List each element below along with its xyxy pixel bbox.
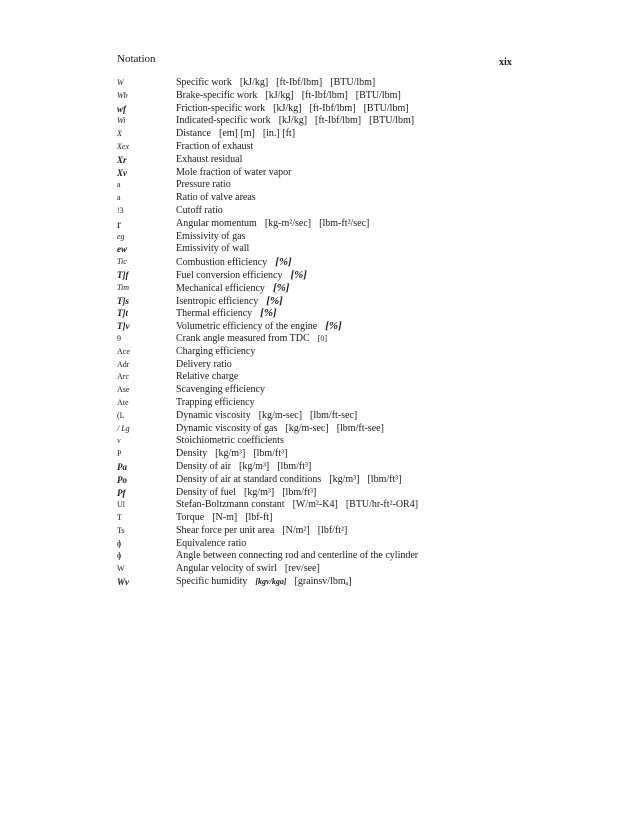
notation-symbol: T]f	[117, 269, 129, 280]
notation-symbol: Ul	[117, 500, 125, 510]
notation-row	[0, 179, 638, 192]
notation-unit: [lbm/ft³]	[367, 473, 402, 485]
notation-unit: [ft-Ibf/lbm]	[309, 102, 356, 114]
notation-description: Friction-specific work	[176, 102, 266, 114]
notation-description: Charging efficiency	[176, 345, 256, 357]
notation-unit: [kg/m³]	[215, 448, 246, 460]
notation-unit: [kJ/kg]	[278, 115, 308, 127]
notation-description-cell	[176, 90, 401, 103]
notation-description: Density of air	[176, 460, 231, 472]
notation-row	[0, 333, 638, 346]
notation-description-cell	[176, 346, 255, 359]
notation-unit: [%]	[275, 256, 292, 269]
notation-row	[0, 231, 638, 244]
notation-unit: [lbm/ft³]	[277, 460, 312, 472]
notation-description: Dynamic viscosity	[176, 409, 251, 421]
notation-unit: [N/m²]	[282, 524, 310, 536]
notation-description: Angular velocity of swirl	[176, 563, 277, 575]
notation-row	[0, 576, 638, 589]
notation-description: Pressure ratio	[176, 179, 231, 191]
notation-row	[0, 487, 638, 500]
notation-description-cell	[176, 448, 287, 461]
notation-description-cell	[176, 77, 375, 90]
notation-symbol: a	[117, 180, 121, 190]
notation-symbol: T	[117, 513, 122, 523]
notation-symbol: r	[117, 216, 121, 231]
notation-symbol: Tic	[117, 257, 127, 267]
notation-symbol: ɸ	[117, 538, 122, 548]
notation-row	[0, 192, 638, 205]
notation-symbol: T]t	[117, 308, 128, 319]
notation-description-cell	[176, 141, 253, 154]
notation-row	[0, 243, 638, 256]
notation-symbol: Wi	[117, 116, 126, 126]
notation-description: Stoichiometric coefficients	[176, 435, 284, 447]
notation-description: Density of fuel	[176, 486, 236, 498]
notation-row	[0, 90, 638, 103]
notation-symbol: Xv	[117, 167, 127, 178]
notation-description: Density	[176, 448, 208, 460]
notation-row	[0, 512, 638, 525]
notation-description-cell	[176, 154, 242, 167]
notation-unit: [lbm-ft²/sec]	[319, 217, 370, 229]
notation-row	[0, 128, 638, 141]
notation-description-cell	[176, 397, 255, 410]
notation-unit: [%]	[266, 294, 283, 307]
notation-unit: [kg/m³]	[239, 460, 270, 472]
notation-row	[0, 295, 638, 308]
notation-description-cell	[176, 295, 283, 309]
notation-description: Delivery ratio	[176, 358, 232, 370]
notation-row	[0, 307, 638, 320]
notation-description: Stefan-Boltzmann constant	[176, 499, 285, 511]
notation-row	[0, 448, 638, 461]
notation-row	[0, 461, 638, 474]
notation-description: Angular momentum	[176, 217, 257, 229]
notation-unit: [lbm/ft³]	[253, 448, 288, 460]
notation-description-cell	[176, 218, 369, 231]
notation-row	[0, 346, 638, 359]
notation-symbol: Xex	[117, 141, 129, 151]
notation-unit: [kg/m³]	[244, 486, 275, 498]
notation-unit: [BTU/lbm]	[355, 89, 401, 101]
notation-row	[0, 269, 638, 282]
notation-unit: [lbm/ft-see]	[336, 422, 384, 434]
notation-symbol: W	[117, 564, 125, 574]
notation-description: Cutoff ratio	[176, 204, 223, 216]
notation-row	[0, 167, 638, 180]
notation-unit: [ft-Ibf/lbm]	[276, 77, 323, 88]
notation-description: Ratio of valve areas	[176, 192, 256, 204]
notation-description: Thermal efficiency	[176, 308, 253, 320]
notation-symbol: ew	[117, 244, 127, 255]
notation-description-cell	[176, 576, 352, 589]
notation-description-cell	[176, 538, 246, 551]
notation-description-cell	[176, 103, 409, 116]
notation-symbol: v	[117, 436, 121, 446]
notation-symbol: Arc	[117, 372, 129, 382]
notation-description: Specific humidity	[176, 576, 248, 588]
notation-description: Indicated-specific work	[176, 115, 271, 127]
notation-row	[0, 256, 638, 269]
notation-description-cell	[176, 333, 327, 346]
notation-symbol: 9	[117, 333, 121, 343]
notation-description: Dynamic viscosity of gas	[176, 422, 278, 434]
notation-description-cell	[176, 256, 292, 270]
notation-unit: [BTU/lbm]	[369, 115, 415, 127]
notation-symbol: X	[117, 129, 122, 139]
notation-row	[0, 474, 638, 487]
notation-description-cell	[176, 320, 342, 334]
notation-description: Fraction of exhaust	[176, 140, 254, 152]
notation-unit: [%]	[260, 307, 277, 320]
notation-symbol: Ts	[117, 525, 125, 535]
notation-symbol: (L	[117, 410, 125, 420]
notation-symbol: Xr	[117, 154, 127, 165]
notation-description-cell	[176, 269, 307, 283]
notation-description: Density of air at standard conditions	[176, 473, 322, 485]
notation-list	[0, 77, 638, 589]
notation-symbol: T]v	[117, 321, 130, 332]
notation-unit: [rev/see]	[284, 563, 320, 575]
notation-unit: [kJ/kg]	[265, 89, 294, 101]
notation-unit: [N-m]	[212, 512, 238, 524]
notation-description-cell	[176, 512, 272, 525]
notation-description-cell	[176, 563, 320, 576]
notation-description-cell	[176, 487, 316, 500]
notation-description-cell	[176, 384, 265, 397]
notation-description: Emissivity of wall	[176, 243, 250, 255]
notation-description: Exhaust residual	[176, 153, 243, 165]
notation-unit: [%]	[325, 320, 342, 333]
notation-description: Emissivity of gas	[176, 230, 246, 242]
notation-unit: [kg/m-sec]	[258, 409, 303, 421]
notation-description: Relative charge	[176, 371, 239, 383]
notation-description-cell	[176, 461, 311, 474]
notation-symbol: !3	[117, 205, 124, 215]
notation-description-cell	[176, 435, 284, 448]
notation-unit: [BTU/hr-ft²-OR4]	[345, 499, 419, 511]
notation-symbol: ɸ	[117, 551, 122, 561]
notation-row	[0, 359, 638, 372]
notation-description: Shear force per unit area	[176, 524, 275, 536]
notation-description-cell	[176, 128, 295, 141]
notation-symbol: Po	[117, 474, 127, 485]
notation-symbol: wf	[117, 103, 126, 114]
notation-row	[0, 550, 638, 563]
notation-description: Scavenging efficiency	[176, 384, 265, 396]
notation-unit: [kg/m-sec]	[285, 422, 329, 434]
notation-unit: [kgv/kga]	[255, 577, 287, 587]
notation-row	[0, 525, 638, 538]
notation-unit: [grainsv/lbmₐ]	[294, 576, 352, 588]
notation-unit: [ft-Ibf/lbm]	[301, 89, 348, 101]
notation-description-cell	[176, 410, 357, 423]
notation-description: Mole fraction of water vapor	[176, 166, 292, 178]
notation-row	[0, 384, 638, 397]
notation-row	[0, 103, 638, 116]
notation-row	[0, 205, 638, 218]
notation-description-cell	[176, 205, 223, 218]
notation-unit: [W/m²-K4]	[292, 499, 338, 511]
notation-symbol: eg	[117, 231, 125, 241]
notation-row	[0, 423, 638, 436]
notation-symbol: Wb	[117, 90, 128, 100]
notation-description-cell	[176, 115, 414, 128]
notation-symbol: Adr	[117, 359, 130, 369]
notation-description-cell	[176, 282, 289, 296]
notation-row	[0, 499, 638, 512]
notation-description: Brake-specific work	[176, 89, 258, 101]
notation-row	[0, 538, 638, 551]
notation-description-cell	[176, 499, 418, 512]
notation-description-cell	[176, 231, 245, 244]
notation-row	[0, 320, 638, 333]
notation-description: Fuel conversion efficiency	[176, 269, 283, 281]
notation-description: Combustion efficiency	[176, 257, 268, 269]
notation-symbol: Ace	[117, 346, 130, 356]
notation-symbol: W	[117, 78, 124, 87]
notation-description-cell	[176, 307, 277, 321]
notation-unit: [%]	[290, 268, 307, 281]
notation-unit: [kJ/kg]	[273, 102, 302, 114]
notation-description: Crank angle measured from TDC	[176, 332, 310, 344]
notation-description: Trapping efficiency	[176, 396, 255, 408]
notation-symbol: Pf	[117, 487, 126, 498]
notation-description-cell	[176, 550, 418, 563]
notation-unit: [kg/m³]	[329, 473, 360, 485]
notation-row	[0, 563, 638, 576]
notation-symbol: Ate	[117, 397, 129, 407]
notation-row	[0, 141, 638, 154]
notation-description: Volumetric efficiency of the engine	[176, 321, 318, 333]
notation-unit: [BTU/lbm]	[330, 77, 376, 88]
notation-unit: [lbf-ft]	[245, 512, 273, 524]
notation-unit: [kg-m²/sec]	[264, 217, 312, 229]
notation-description-cell	[176, 371, 238, 384]
notation-description: Distance	[176, 128, 211, 140]
notation-symbol: Wv	[117, 577, 129, 588]
notation-row	[0, 154, 638, 167]
notation-unit: [lbm/ft-sec]	[310, 409, 358, 421]
notation-unit: [lbm/ft³]	[282, 486, 317, 498]
notation-description-cell	[176, 179, 231, 192]
notation-description-cell	[176, 423, 384, 436]
notation-unit: [0]	[317, 333, 327, 343]
notation-description-cell	[176, 167, 292, 180]
notation-description-cell	[176, 474, 402, 487]
notation-description: Angle between connecting rod and centerline of the cylinder	[176, 550, 419, 562]
notation-symbol: P	[117, 449, 122, 459]
notation-description: Mechanical efficiency	[176, 282, 265, 294]
notation-unit: [ft-Ibf/lbm]	[315, 115, 362, 127]
notation-row	[0, 218, 638, 231]
notation-symbol: a	[117, 193, 121, 203]
notation-unit: [%]	[272, 281, 290, 294]
notation-description-cell	[176, 243, 249, 256]
notation-description-cell	[176, 192, 256, 205]
notation-symbol: Ase	[117, 385, 130, 395]
notation-row	[0, 115, 638, 128]
notation-unit: [kJ/kg]	[239, 77, 269, 88]
notation-description-cell	[176, 525, 347, 538]
page-header-title: Notation	[117, 53, 156, 65]
notation-unit: [lbf/ft²]	[317, 524, 348, 536]
notation-symbol: Tim	[117, 282, 130, 292]
notation-row	[0, 435, 638, 448]
notation-description: Isentropic efficiency	[176, 295, 259, 307]
notation-unit: [BTU/lbm]	[363, 102, 409, 114]
notation-row	[0, 410, 638, 423]
notation-row	[0, 77, 638, 90]
notation-description: Specific work	[176, 77, 232, 88]
notation-row	[0, 397, 638, 410]
notation-symbol: / Lg	[117, 423, 130, 433]
notation-symbol: Pa	[117, 461, 127, 472]
notation-description: Torque	[176, 512, 205, 524]
notation-description-cell	[176, 359, 232, 372]
notation-description: Equivalence ratio	[176, 537, 247, 549]
notation-row	[0, 282, 638, 295]
notation-unit: [in.] [ft]	[262, 128, 296, 140]
notation-unit: [em] [m]	[219, 128, 255, 140]
notation-row	[0, 371, 638, 384]
notation-symbol: T]s	[117, 295, 129, 306]
page-number: xix	[499, 57, 512, 68]
